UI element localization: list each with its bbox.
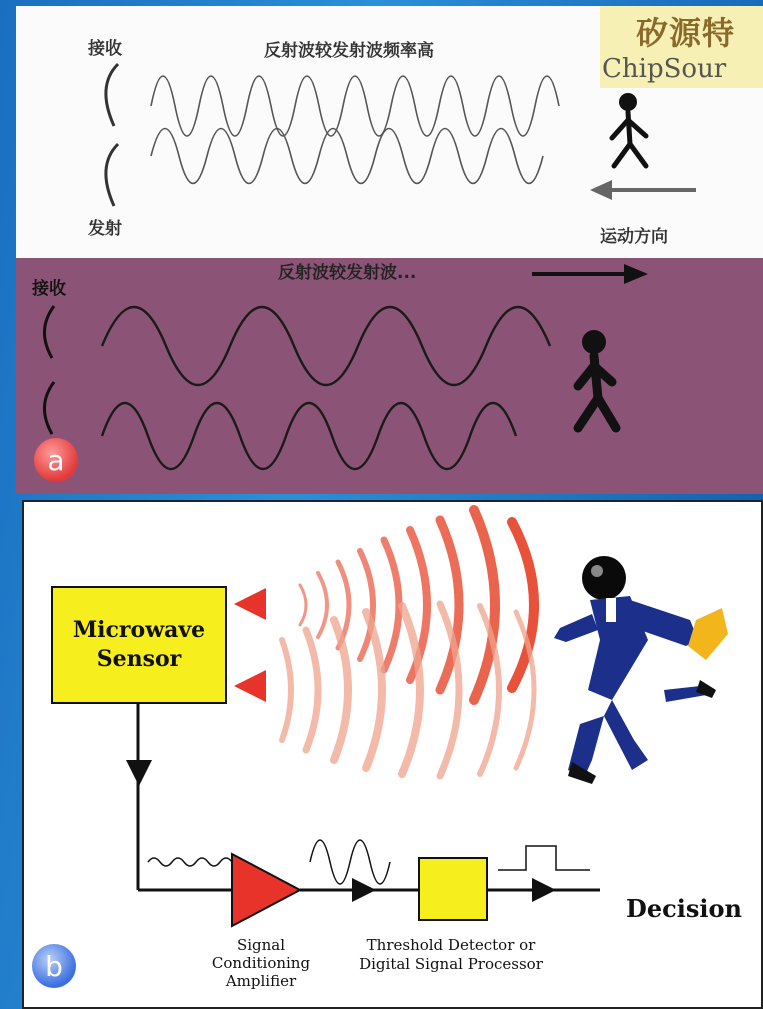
running-businessman-icon (554, 556, 728, 784)
amplified-signal-waveform (310, 840, 390, 884)
receive-triangle-icon (234, 588, 266, 620)
decision-label: Decision (626, 894, 742, 923)
watermark-en: ChipSour (602, 54, 727, 84)
detector-label-line1: Threshold Detector or (366, 936, 536, 954)
panel-a-title: 反射波较发射波频率高 (264, 41, 434, 61)
detector-label-line2: Digital Signal Processor (359, 955, 543, 973)
badge-b: b (32, 944, 76, 988)
bottom-panel-title: 反射波较发射波... (278, 263, 417, 283)
amplifier-label-line1: Signal (236, 936, 286, 954)
transmit-label: 发射 (88, 219, 122, 239)
threshold-detector-box (418, 857, 488, 921)
amplifier-triangle-icon (232, 854, 300, 926)
flow-arrow-icon-2 (532, 878, 556, 902)
flow-arrow-icon-1 (352, 878, 376, 902)
decision-pulse-waveform (498, 846, 590, 870)
noisy-signal-waveform (148, 858, 232, 866)
badge-a: a (34, 438, 78, 482)
microwave-sensor-box (51, 586, 227, 704)
direction-label: 运动方向 (600, 227, 668, 247)
sensor-label-line2: Sensor (96, 646, 182, 672)
down-arrow-icon (126, 760, 152, 786)
amplifier-label (186, 936, 336, 990)
sensor-label-line1: Microwave (72, 617, 206, 643)
bottom-receive-label: 接收 (32, 279, 66, 299)
detector-label (348, 936, 554, 974)
watermark-cn: 矽源特 (636, 14, 736, 52)
transmit-triangle-icon (234, 670, 266, 702)
amplifier-label-line3: Amplifier (225, 972, 297, 990)
amplifier-label-line2: Conditioning (211, 954, 311, 972)
receive-label: 接收 (88, 39, 122, 59)
